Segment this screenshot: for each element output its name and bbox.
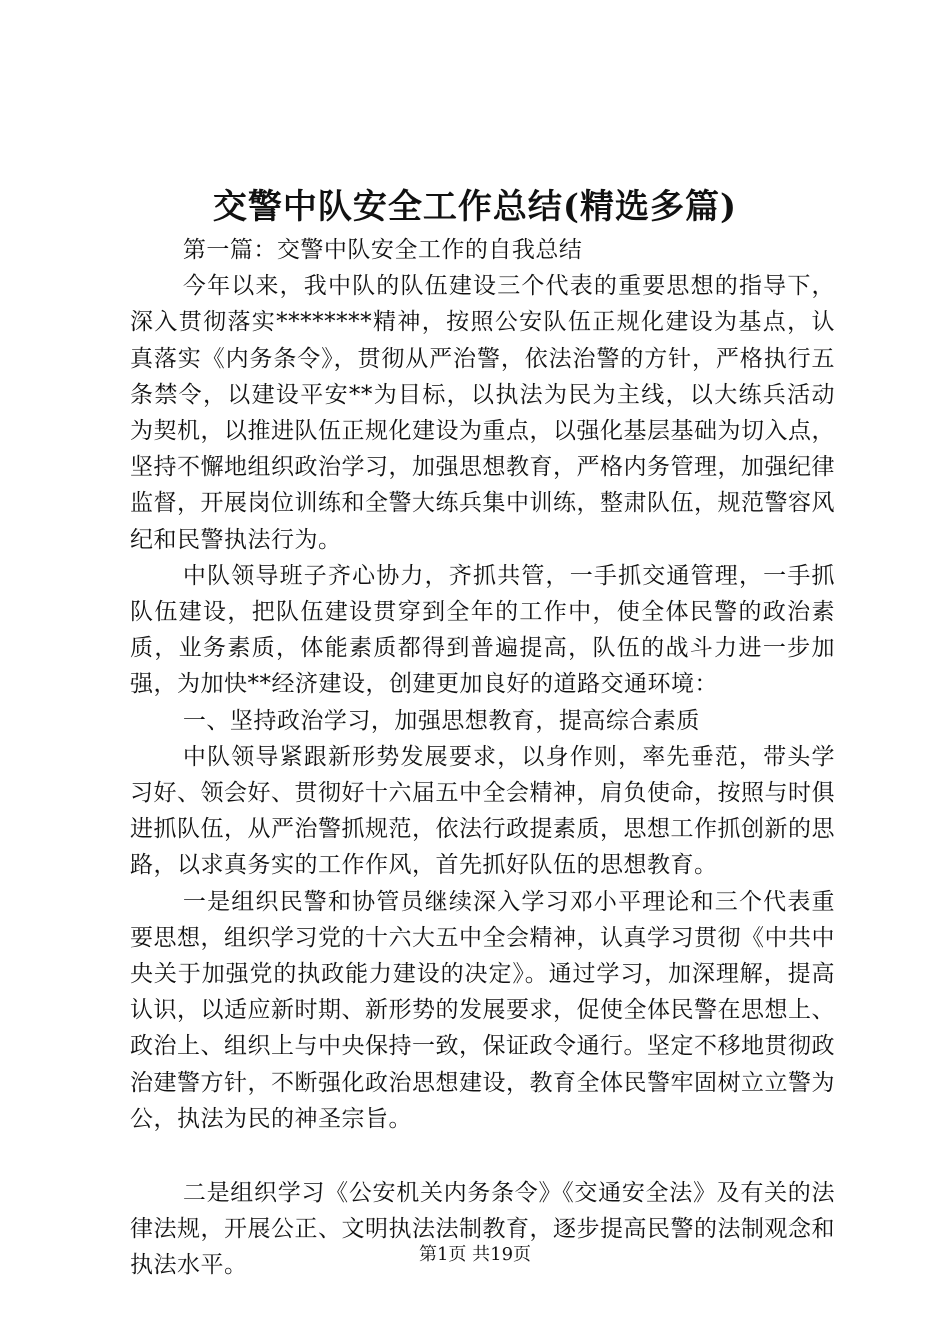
body-paragraph: 中队领导班子齐心协力，齐抓共管，一手抓交通管理，一手抓队伍建设，把队伍建设贯穿到全年的工作中，使全体民警的政治素质，业务素质，体能素质都得到普遍提高，队伍的战斗力进一步加强，为加快**经济建设，创建更加良好的道路交通环境： (130, 562, 835, 698)
section-heading: 第一篇：交警中队安全工作的自我总结 (182, 237, 583, 263)
body-paragraph: 二是组织学习《公安机关内务条令》《交通安全法》及有关的法律法规，开展公正、文明执法法制教育，逐步提高民警的法制观念和执法水平。 (130, 1180, 835, 1279)
body-paragraph: 中队领导紧跟新形势发展要求，以身作则，率先垂范，带头学习好、领会好、贯彻好十六届五中全会精神，肩负使命，按照与时俱进抓队伍，从严治警抓规范，依法行政提素质，思想工作抓创新的思路，以求真务实的工作作风，首先抓好队伍的思想教育。 (130, 743, 835, 879)
document-body (130, 232, 835, 1284)
body-paragraph: 今年以来，我中队的队伍建设三个代表的重要思想的指导下，深入贯彻落实********精神，按照公安队伍正规化建设为基点，认真落实《内务条令》，贯彻从严治警，依法治警的方针，严格执行五条禁令，以建设平安**为目标，以执法为民为主线，以大练兵活动为契机，以推进队伍正规化建设为重点，以强化基层基础为切入点，坚持不懈地组织政治学习，加强思想教育，严格内务管理，加强纪律监督，开展岗位训练和全警大练兵集中训练，整肃队伍，规范警容风纪和民警执法行为。 (130, 273, 835, 553)
subsection-heading: 一、坚持政治学习，加强思想教育，提高综合素质 (182, 707, 700, 734)
body-paragraph: 一是组织民警和协管员继续深入学习邓小平理论和三个代表重要思想，组织学习党的十六大五中全会精神，认真学习贯彻《中共中央关于加强党的执政能力建设的决定》。通过学习，加深理解，提高认识，以适应新时期、新形势的发展要求，促使全体民警在思想上、政治上、组织上与中央保持一致，保证政令通行。坚定不移地贯彻政治建警方针，不断强化政治思想建设，教育全体民警牢固树立立警为公，执法为民的神圣宗旨。 (130, 888, 835, 1132)
page-number-footer: 第1页 共19页 (418, 1244, 532, 1265)
document-title: 交警中队安全工作总结(精选多篇) (212, 187, 738, 227)
